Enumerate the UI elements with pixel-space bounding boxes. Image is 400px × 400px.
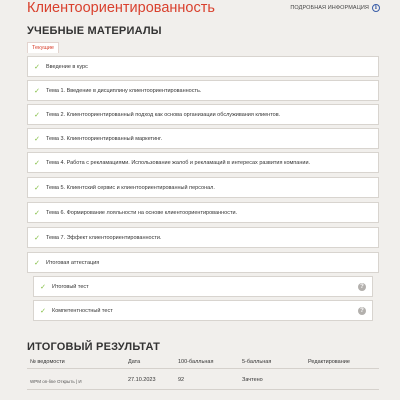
- column-header: Дата: [128, 359, 141, 365]
- results-table-header: [27, 356, 379, 369]
- sub-item-label: Итоговый тест: [52, 283, 89, 290]
- list-item-label: Тема 1. Введение в дисциплину клиентоориентированность.: [46, 87, 202, 94]
- result-title: ИТОГОВЫЙ РЕЗУЛЬТАТ: [27, 341, 161, 353]
- sub-item-competency-test[interactable]: [33, 300, 373, 321]
- list-item-topic-4[interactable]: [27, 152, 379, 173]
- help-icon[interactable]: ?: [358, 283, 366, 291]
- statement-link[interactable]: WPM on-line Открыть | И: [30, 379, 82, 384]
- result-date: 27.10.2023: [128, 377, 156, 383]
- check-icon: ✓: [40, 307, 46, 315]
- check-icon: ✓: [34, 111, 40, 119]
- list-item-label: Введение в курс: [46, 63, 88, 70]
- check-icon: ✓: [34, 234, 40, 242]
- list-item-label: Тема 4. Работа с рекламациями. Использование жалоб и рекламаций в интересах развития компании.: [46, 159, 311, 166]
- check-icon: ✓: [34, 135, 40, 143]
- list-item-topic-5[interactable]: [27, 177, 379, 198]
- materials-title: УЧЕБНЫЕ МАТЕРИАЛЫ: [27, 25, 162, 37]
- check-icon: ✓: [34, 159, 40, 167]
- list-item-topic-3[interactable]: [27, 128, 379, 149]
- column-header: № ведомости: [30, 359, 65, 365]
- help-icon[interactable]: ?: [358, 307, 366, 315]
- result-score-5: Зачтено: [242, 377, 263, 383]
- list-item-intro[interactable]: [27, 56, 379, 77]
- table-row: [27, 369, 379, 390]
- sub-item-label: Компетентностный тест: [52, 307, 113, 314]
- result-score-100: 92: [178, 377, 185, 383]
- column-header: Редактирование: [308, 359, 350, 365]
- list-item-label: Тема 2. Клиентоориентированный подход как основа организации обслуживания клиентов.: [46, 111, 281, 118]
- list-item-label: Тема 7. Эффект клиентоориентированности.: [46, 234, 162, 241]
- results-table: [27, 356, 379, 390]
- check-icon: ✓: [40, 283, 46, 291]
- column-header: 100-балльная: [178, 359, 214, 365]
- list-item-label: Тема 6. Формирование лояльности на основе клиентоориентированности.: [46, 209, 238, 216]
- check-icon: ✓: [34, 259, 40, 267]
- list-item-label: Тема 5. Клиентский сервис и клиентоориентированный персонал.: [46, 184, 215, 191]
- check-icon: ✓: [34, 184, 40, 192]
- column-header: 5-балльная: [242, 359, 272, 365]
- course-title: Клиентоориентированность: [27, 0, 215, 16]
- list-item-topic-1[interactable]: [27, 80, 379, 101]
- tab-current[interactable]: Текущие: [27, 42, 59, 53]
- check-icon: ✓: [34, 209, 40, 217]
- info-icon: i: [372, 4, 380, 12]
- check-icon: ✓: [34, 87, 40, 95]
- list-item-final-attestation[interactable]: [27, 252, 379, 273]
- list-item-label: Итоговая аттестация: [46, 259, 100, 266]
- list-item-topic-2[interactable]: [27, 104, 379, 125]
- sub-item-final-test[interactable]: [33, 276, 373, 297]
- more-info-link[interactable]: [290, 4, 380, 12]
- check-icon: ✓: [34, 63, 40, 71]
- list-item-label: Тема 3. Клиентоориентированный маркетинг.: [46, 135, 162, 142]
- more-info-label: ПОДРОБНАЯ ИНФОРМАЦИЯ: [290, 5, 369, 11]
- list-item-topic-7[interactable]: [27, 227, 379, 248]
- list-item-topic-6[interactable]: [27, 202, 379, 223]
